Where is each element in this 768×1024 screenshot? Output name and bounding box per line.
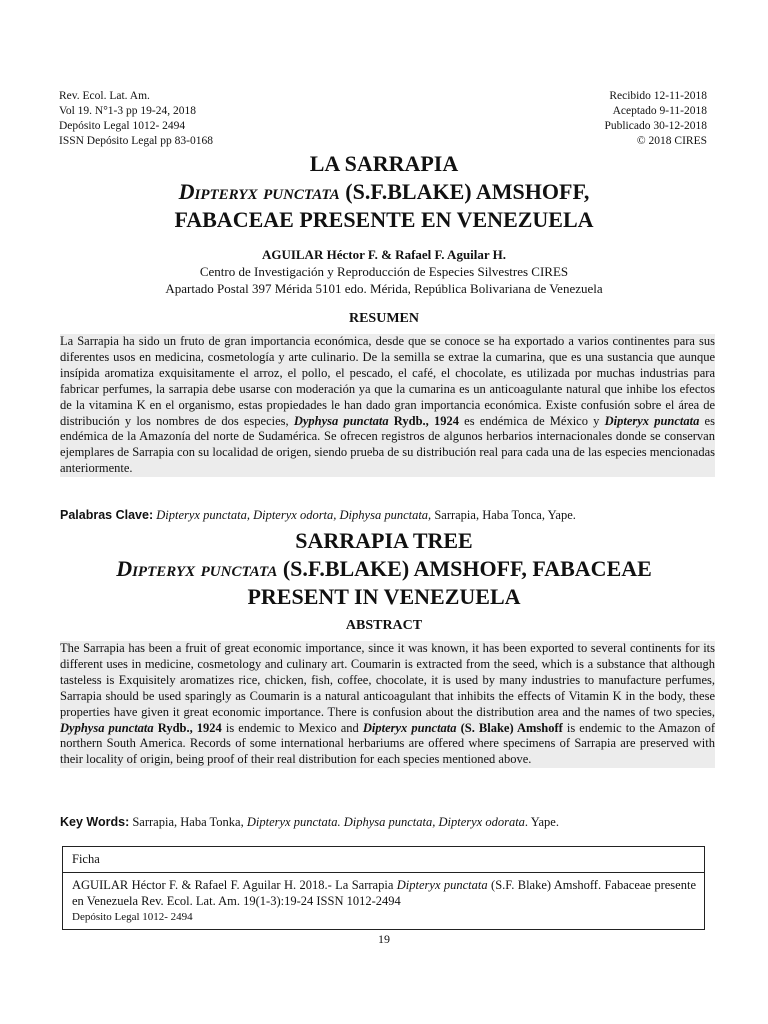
title-es-authority: (S.F.BLAKE) AMSHOFF, — [339, 179, 590, 204]
page-number: 19 — [378, 932, 390, 946]
resumen-species-2: Dipteryx punctata — [604, 413, 700, 428]
resumen-heading: RESUMEN — [348, 311, 419, 326]
citation-species: Dipteryx punctata — [396, 878, 488, 892]
title-es-line2 — [0, 178, 768, 206]
address: Apartado Postal 397 Mérida 5101 edo. Mérida, República Bolivariana de Venezuela — [165, 281, 603, 296]
abstract-text-part: The Sarrapia has been a fruit of great economic importance, since it was known, it has been exported to several continents for its different uses in medicine, cosmetology and culinary art. Coumarin is extracted from the seed, which is a substance that although tasteless is Exquisitely aromatizes rice, chicken, fish, coffee, chocolate, it is used by many industries to manufacture perfumes, Sarrapia should be used sparingly as Coumarin is a natural anticoagulant that inhibits the effects of Vitamin K in the body, these properties have given it great economic importance. There is confusion about the distribution area and the names of two species, — [60, 641, 715, 719]
affiliation: Centro de Investigación y Reproducción de Especies Silvestres CIRES — [199, 264, 569, 279]
copyright: © 2018 CIRES — [636, 135, 707, 147]
citation-legal-deposit: Depósito Legal 1012- 2494 — [72, 911, 193, 923]
citation-text-part: AGUILAR Héctor F. & Rafael F. Aguilar H. 2018.- La Sarrapia — [72, 878, 397, 892]
resumen-species-1: Dyphysa punctata — [293, 413, 389, 428]
accepted-date: Aceptado 9-11-2018 — [612, 105, 707, 117]
author-names: AGUILAR Héctor F. & Rafael F. Aguilar H. — [261, 247, 507, 262]
title-es-line3: FABACEAE PRESENTE EN VENEZUELA — [174, 207, 594, 232]
title-en — [0, 527, 768, 611]
key-words — [60, 814, 720, 830]
citation-text — [72, 878, 696, 909]
legal-deposit: Depósito Legal 1012- 2494 — [59, 120, 186, 132]
resumen-authority-1: Rydb., 1924 — [388, 413, 459, 428]
received-date: Recibido 12-11-2018 — [609, 90, 707, 102]
abstract-species-1: Dyphysa punctata — [60, 720, 154, 735]
abstract-text-part: is endemic to Mexico and — [221, 720, 363, 735]
title-es — [0, 150, 768, 234]
author-block — [0, 246, 768, 297]
abstract-authority-1: Rydb., 1924 — [153, 720, 222, 735]
title-en-species: Dipteryx punctata — [116, 556, 278, 581]
palabras-clave-label: Palabras Clave: — [60, 508, 154, 522]
title-en-line1: SARRAPIA TREE — [295, 528, 473, 553]
key-words-terms: Sarrapia, Haba Tonka, — [129, 815, 247, 829]
abstract-authority-2: (S. Blake) Amshoff — [456, 720, 563, 735]
citation-box — [62, 846, 705, 930]
palabras-clave-terms: Sarrapia, Haba Tonca, Yape. — [431, 508, 576, 522]
key-words-label: Key Words: — [60, 815, 130, 829]
citation-text-part: (S.F. Blake) Amshoff. Fabaceae presente en Venezuela Rev. Ecol. Lat. Am. 19(1-3):19-24 ISSN 1012-2494 — [72, 878, 696, 908]
palabras-clave-species: Dipteryx punctata, Dipteryx odorta, Diphysa punctata, — [153, 508, 432, 522]
journal-name: Rev. Ecol. Lat. Am. — [59, 90, 150, 102]
resumen-text-part: es endémica de México y — [458, 413, 605, 428]
abstract-text — [60, 641, 715, 768]
resumen-text-part: es endémica de la Amazonía del norte de Sudamérica. Se ofrecen registros de algunos herbarios internacionales donde se conservan ejemplares de Sarrapia con su localidad de origen, siendo prueba de su distribución real para cada una de las especies mencionadas anteriormente. — [60, 413, 715, 476]
key-words-end: . Yape. — [524, 815, 559, 829]
title-en-line3: PRESENT IN VENEZUELA — [247, 584, 521, 609]
title-en-line2 — [0, 555, 768, 583]
title-en-authority: (S.F.BLAKE) AMSHOFF, FABACEAE — [277, 556, 652, 581]
resumen-text — [60, 334, 715, 477]
abstract-text-part: is endemic to the Amazon of northern South America. Records of some international herbariums are offered where specimens of Sarrapia are preserved with their locality of origin, being proof of their real distribution for each species mentioned above. — [60, 720, 715, 767]
volume-info: Vol 19. N°1-3 pp 19-24, 2018 — [59, 105, 196, 117]
title-es-species: Dipteryx punctata — [178, 179, 340, 204]
issn: ISSN Depósito Legal pp 83-0168 — [59, 135, 213, 147]
title-es-line1: LA SARRAPIA — [309, 151, 459, 176]
key-words-species: Dipteryx punctata. Diphysa punctata, Dipteryx odorata — [246, 815, 525, 829]
journal-info — [59, 89, 213, 149]
published-date: Publicado 30-12-2018 — [604, 120, 707, 132]
resumen-box — [60, 334, 715, 477]
abstract-species-2: Dipteryx punctata — [362, 720, 457, 735]
abstract-heading: ABSTRACT — [345, 618, 423, 633]
resumen-text-part: La Sarrapia ha sido un fruto de gran importancia económica, desde que se conoce se ha exportado a varios continentes para sus diferentes usos en medicina, cosmetología y arte culinario. De la semilla se extrae la cumarina, que es una sustancia que aunque insípida aromatiza exquisitamente el arroz, el pollo, el pescado, el café, el chocolate, es utilizada por muchas industrias para fabricar perfumes, la sarrapia debe usarse con moderación ya que la cumarina es un anticoagulante natural que inhibe los efectos de la vitamina K en el organismo, estas propiedades le han dado gran importancia económica. Existe confusión sobre el área de distribución y los nombres de dos especies, — [60, 334, 715, 428]
citation-heading: Ficha — [72, 852, 100, 866]
dates-info — [604, 89, 707, 149]
abstract-box — [60, 641, 715, 768]
citation-divider — [63, 872, 704, 873]
palabras-clave — [60, 507, 720, 523]
